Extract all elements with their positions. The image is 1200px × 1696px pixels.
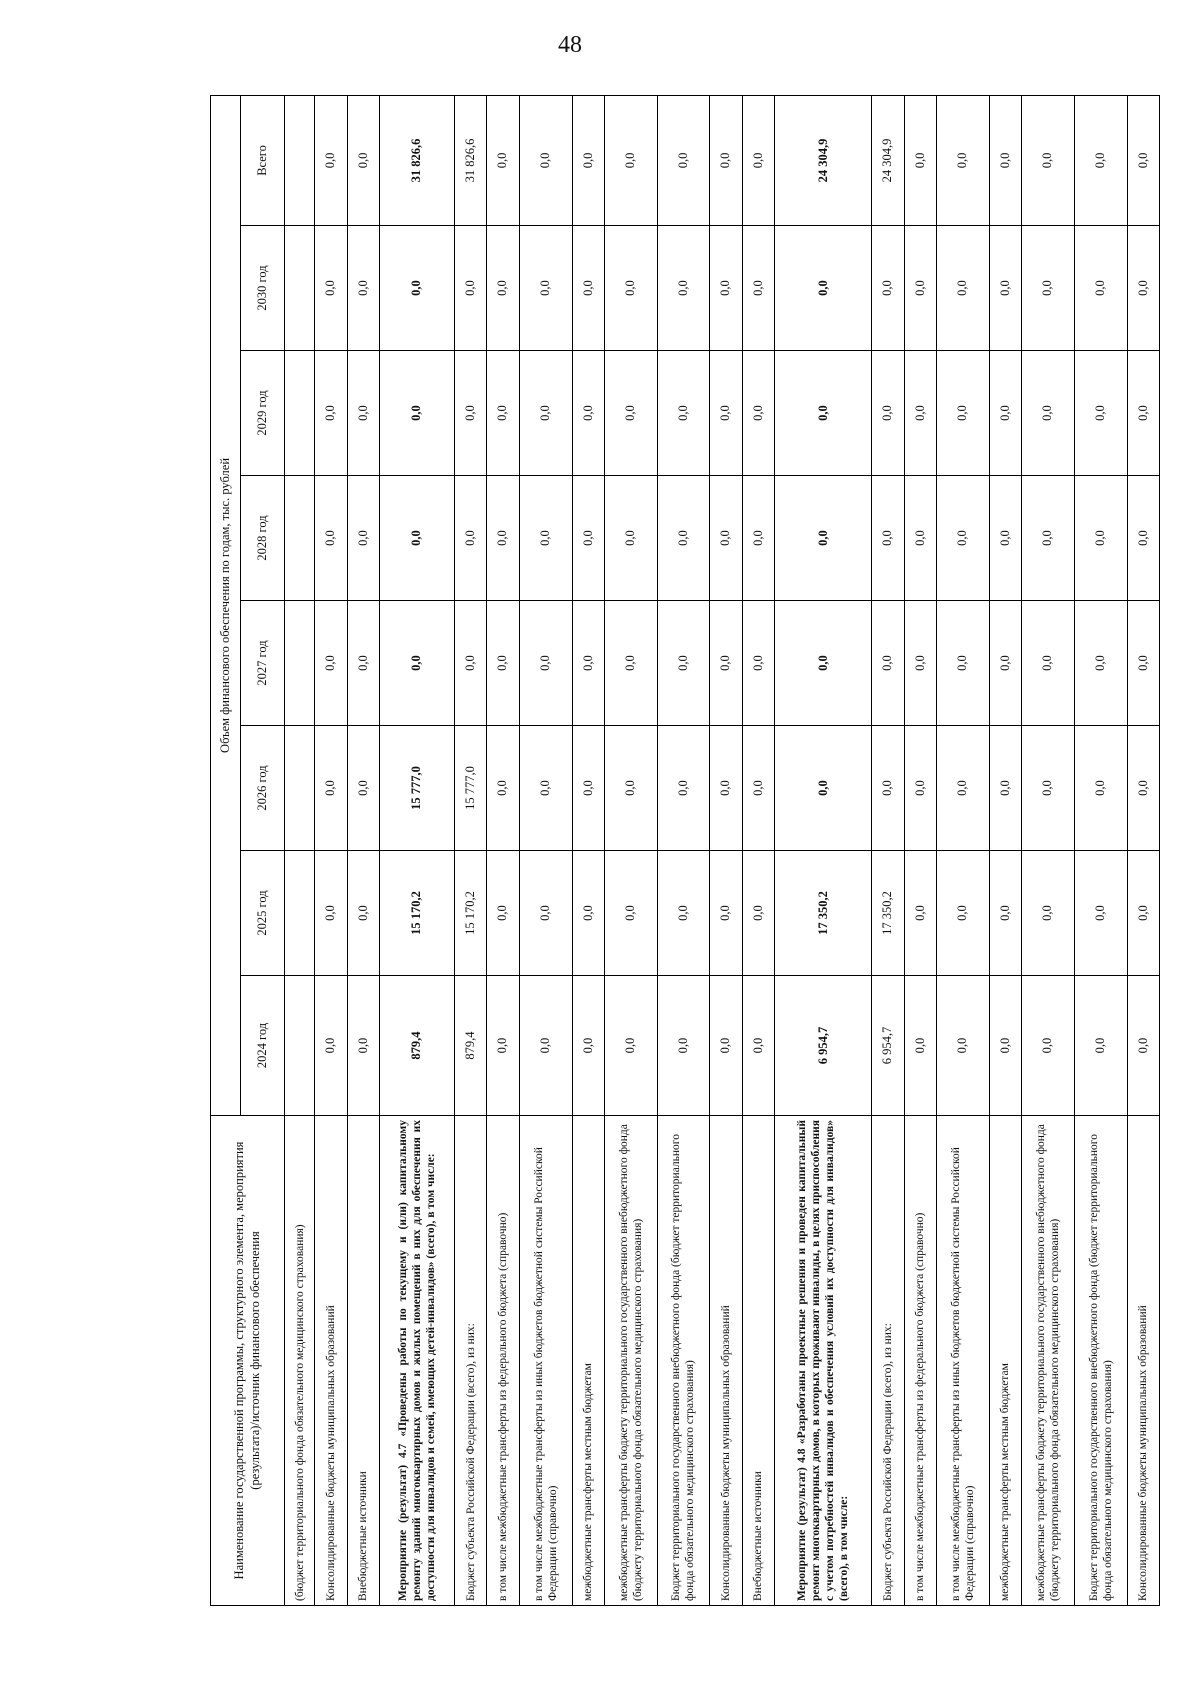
row-value: 6 954,7: [774, 976, 871, 1116]
row-value: 0,0: [487, 726, 519, 851]
row-value: 0,0: [1074, 851, 1127, 976]
row-value: 0,0: [872, 351, 904, 476]
row-value: 0,0: [937, 226, 990, 351]
row-value: 0,0: [1074, 95, 1127, 225]
row-value: 17 350,2: [774, 851, 871, 976]
row-value: 0,0: [1022, 226, 1075, 351]
row-value: 24 304,9: [774, 95, 871, 225]
row-name: в том числе межбюджетные трансферты из федерального бюджета (справочно): [904, 1116, 936, 1606]
row-value: 0,0: [989, 476, 1021, 601]
row-value: 0,0: [1074, 601, 1127, 726]
row-name: в том числе межбюджетные трансферты из иных бюджетов бюджетной системы Российской Федерации (справочно): [937, 1116, 990, 1606]
row-name: Внебюджетные источники: [347, 1116, 379, 1606]
row-value: 0,0: [657, 95, 710, 225]
header-year: 2029 год: [241, 351, 285, 476]
row-value: 0,0: [315, 226, 347, 351]
table-row: [1022, 95, 1075, 1605]
row-value: 0,0: [347, 226, 379, 351]
table-row: [742, 95, 774, 1605]
row-value: 0,0: [710, 351, 742, 476]
row-value: 0,0: [989, 976, 1021, 1116]
table-row: [937, 95, 990, 1605]
row-value: 0,0: [872, 726, 904, 851]
rotated-table-content: [210, 96, 1160, 1606]
row-value: 0,0: [315, 976, 347, 1116]
row-value: 0,0: [1127, 226, 1159, 351]
row-value: 0,0: [1127, 476, 1159, 601]
row-value: 0,0: [710, 476, 742, 601]
row-value: 0,0: [487, 95, 519, 225]
row-value: 0,0: [572, 351, 604, 476]
row-name: Консолидированные бюджеты муниципальных образований: [710, 1116, 742, 1606]
row-value: 0,0: [742, 95, 774, 225]
row-value: 0,0: [519, 976, 572, 1116]
table-row: [872, 95, 904, 1605]
row-value: 0,0: [455, 601, 487, 726]
row-value: 0,0: [657, 851, 710, 976]
row-value: 0,0: [710, 851, 742, 976]
row-name: (бюджет территориального фонда обязательного медицинского страхования): [285, 1116, 315, 1606]
row-value: 15 777,0: [455, 726, 487, 851]
row-value: 0,0: [572, 726, 604, 851]
row-name: Консолидированные бюджеты муниципальных образований: [1127, 1116, 1159, 1606]
row-value: 31 826,6: [380, 95, 455, 225]
row-value: 24 304,9: [872, 95, 904, 225]
row-value: 0,0: [904, 851, 936, 976]
row-value: [285, 601, 315, 726]
row-name: Мероприятие (результат) 4.8 «Разработаны проектные решения и проведен капитальный ремонт многоквартирных домов, в которых проживают инвалиды, в целях приспособления с учетом потребностей инвалидов и обеспечения условий их доступности для инвалидов» (всего), в том числе:: [774, 1116, 871, 1606]
row-value: 0,0: [1022, 726, 1075, 851]
table-header: [211, 95, 285, 1605]
row-value: 0,0: [872, 601, 904, 726]
table-row: [285, 95, 315, 1605]
row-value: 0,0: [1074, 976, 1127, 1116]
row-value: 0,0: [742, 851, 774, 976]
row-value: 0,0: [347, 976, 379, 1116]
table-row: [1127, 95, 1159, 1605]
row-value: 0,0: [657, 226, 710, 351]
row-value: 0,0: [347, 476, 379, 601]
row-value: 0,0: [1127, 601, 1159, 726]
row-value: 15 170,2: [455, 851, 487, 976]
row-value: 0,0: [1074, 726, 1127, 851]
row-value: 0,0: [1074, 226, 1127, 351]
row-name: Мероприятие (результат) 4.7 «Проведены работы по текущему и (или) капитальному ремонту зданий многоквартирных домов и жилых помещений в них для обеспечения их доступности для инвалидов и семей, имеющих детей-инвалидов» (всего), в том числе:: [380, 1116, 455, 1606]
row-value: 0,0: [347, 351, 379, 476]
row-value: 0,0: [487, 851, 519, 976]
row-value: 0,0: [572, 476, 604, 601]
row-value: 0,0: [1127, 851, 1159, 976]
row-value: 0,0: [657, 976, 710, 1116]
row-value: 0,0: [604, 851, 657, 976]
row-value: 0,0: [904, 601, 936, 726]
row-value: 17 350,2: [872, 851, 904, 976]
table-row: [487, 95, 519, 1605]
row-value: 0,0: [657, 726, 710, 851]
row-value: 0,0: [455, 351, 487, 476]
row-name: Бюджет территориального государственного внебюджетного фонда (бюджет территориального фонда обязательного медицинского страхования): [1074, 1116, 1127, 1606]
row-value: 0,0: [347, 851, 379, 976]
table-row: [572, 95, 604, 1605]
row-value: 0,0: [519, 95, 572, 225]
row-value: 0,0: [487, 976, 519, 1116]
row-value: 0,0: [989, 851, 1021, 976]
row-value: [285, 95, 315, 225]
row-value: 0,0: [742, 601, 774, 726]
row-value: 0,0: [380, 351, 455, 476]
row-value: 879,4: [455, 976, 487, 1116]
row-value: 0,0: [1074, 351, 1127, 476]
row-value: 0,0: [710, 976, 742, 1116]
row-value: 0,0: [989, 726, 1021, 851]
row-value: 0,0: [380, 601, 455, 726]
row-value: 0,0: [989, 601, 1021, 726]
page-number: 48: [558, 32, 582, 58]
row-value: 0,0: [604, 226, 657, 351]
row-value: 0,0: [710, 726, 742, 851]
row-value: 0,0: [604, 95, 657, 225]
row-value: 0,0: [742, 976, 774, 1116]
row-value: 0,0: [487, 226, 519, 351]
row-value: 0,0: [1022, 95, 1075, 225]
row-value: 0,0: [315, 95, 347, 225]
row-value: 0,0: [904, 726, 936, 851]
row-value: 0,0: [1022, 851, 1075, 976]
row-value: 0,0: [455, 226, 487, 351]
row-value: 6 954,7: [872, 976, 904, 1116]
row-value: 0,0: [315, 851, 347, 976]
row-value: 0,0: [742, 351, 774, 476]
row-value: 15 777,0: [380, 726, 455, 851]
table-row: [774, 95, 871, 1605]
row-value: 0,0: [380, 476, 455, 601]
row-value: 0,0: [572, 851, 604, 976]
row-value: 0,0: [455, 476, 487, 601]
row-value: 0,0: [347, 726, 379, 851]
row-value: 0,0: [487, 476, 519, 601]
row-name: в том числе межбюджетные трансферты из иных бюджетов бюджетной системы Российской Федерации (справочно): [519, 1116, 572, 1606]
row-value: 0,0: [519, 601, 572, 726]
row-value: 0,0: [937, 351, 990, 476]
row-value: 0,0: [572, 95, 604, 225]
rotated-table-frame: [210, 96, 1160, 1606]
row-value: 0,0: [657, 601, 710, 726]
row-value: 0,0: [519, 476, 572, 601]
row-value: 0,0: [937, 851, 990, 976]
row-value: [285, 851, 315, 976]
table-row: [604, 95, 657, 1605]
row-value: 0,0: [347, 601, 379, 726]
header-year: Всего: [241, 95, 285, 225]
row-value: 0,0: [604, 976, 657, 1116]
row-value: 0,0: [487, 351, 519, 476]
header-year: 2027 год: [241, 601, 285, 726]
row-value: 0,0: [937, 95, 990, 225]
row-value: [285, 726, 315, 851]
row-value: [285, 976, 315, 1116]
row-value: 0,0: [1127, 351, 1159, 476]
row-value: 0,0: [315, 351, 347, 476]
row-value: 0,0: [604, 726, 657, 851]
row-value: [285, 476, 315, 601]
table-row: [1074, 95, 1127, 1605]
row-name: межбюджетные трансферты бюджету территориального государственного внебюджетного фонда (бюджету территориального фонда обязательного медицинского страхования): [1022, 1116, 1075, 1606]
row-value: 0,0: [742, 726, 774, 851]
row-value: 0,0: [315, 726, 347, 851]
row-value: 0,0: [774, 226, 871, 351]
row-value: 0,0: [989, 226, 1021, 351]
row-value: 0,0: [604, 476, 657, 601]
row-name: Бюджет территориального государственного внебюджетного фонда (бюджет территориального фонда обязательного медицинского страхования): [657, 1116, 710, 1606]
row-value: 0,0: [937, 601, 990, 726]
table-row: [657, 95, 710, 1605]
row-value: 0,0: [657, 351, 710, 476]
row-value: 0,0: [872, 226, 904, 351]
row-value: 0,0: [774, 726, 871, 851]
row-value: 0,0: [519, 226, 572, 351]
header-name-column: Наименование государственной программы, структурного элемента, мероприятия (результата)/источник финансового обеспечения: [211, 1116, 285, 1606]
table-row: [347, 95, 379, 1605]
row-value: 0,0: [774, 601, 871, 726]
row-value: 0,0: [904, 476, 936, 601]
table-row: [315, 95, 347, 1605]
financing-table: [210, 95, 1160, 1606]
row-value: 0,0: [347, 95, 379, 225]
row-value: 0,0: [872, 476, 904, 601]
row-value: 0,0: [989, 351, 1021, 476]
row-value: 0,0: [519, 851, 572, 976]
row-value: 0,0: [937, 476, 990, 601]
row-value: 0,0: [742, 476, 774, 601]
row-value: 31 826,6: [455, 95, 487, 225]
header-year: 2026 год: [241, 726, 285, 851]
row-value: [285, 351, 315, 476]
table-row: [989, 95, 1021, 1605]
header-year: 2025 год: [241, 851, 285, 976]
row-name: Внебюджетные источники: [742, 1116, 774, 1606]
row-name: межбюджетные трансферты местным бюджетам: [572, 1116, 604, 1606]
header-year: 2030 год: [241, 226, 285, 351]
row-value: 0,0: [1127, 95, 1159, 225]
row-value: 879,4: [380, 976, 455, 1116]
row-value: 0,0: [519, 726, 572, 851]
row-name: Бюджет субъекта Российской Федерации (всего), из них:: [455, 1116, 487, 1606]
row-name: в том числе межбюджетные трансферты из федерального бюджета (справочно): [487, 1116, 519, 1606]
header-year: 2028 год: [241, 476, 285, 601]
row-value: 0,0: [1127, 976, 1159, 1116]
row-name: межбюджетные трансферты местным бюджетам: [989, 1116, 1021, 1606]
table-row: [710, 95, 742, 1605]
row-value: 0,0: [572, 976, 604, 1116]
row-value: 0,0: [1022, 351, 1075, 476]
table-row: [380, 95, 455, 1605]
row-name: межбюджетные трансферты бюджету территориального государственного внебюджетного фонда (бюджету территориального фонда обязательного медицинского страхования): [604, 1116, 657, 1606]
row-value: 0,0: [519, 351, 572, 476]
row-value: 0,0: [1022, 476, 1075, 601]
row-value: 0,0: [904, 95, 936, 225]
row-value: 0,0: [937, 976, 990, 1116]
row-value: 0,0: [604, 601, 657, 726]
row-value: 15 170,2: [380, 851, 455, 976]
row-value: 0,0: [904, 976, 936, 1116]
row-value: 0,0: [380, 226, 455, 351]
row-value: 0,0: [572, 601, 604, 726]
row-value: 0,0: [904, 226, 936, 351]
row-value: 0,0: [710, 601, 742, 726]
row-value: 0,0: [989, 95, 1021, 225]
row-value: 0,0: [1074, 476, 1127, 601]
row-value: 0,0: [710, 95, 742, 225]
table-row: [904, 95, 936, 1605]
header-year: 2024 год: [241, 976, 285, 1116]
row-value: 0,0: [604, 351, 657, 476]
row-value: 0,0: [710, 226, 742, 351]
row-value: 0,0: [315, 601, 347, 726]
table-row: [519, 95, 572, 1605]
row-name: Консолидированные бюджеты муниципальных образований: [315, 1116, 347, 1606]
header-volume-group: Объем финансового обеспечения по годам, тыс. рублей: [211, 95, 241, 1115]
row-value: 0,0: [657, 476, 710, 601]
table-body: [285, 95, 1160, 1605]
row-name: Бюджет субъекта Российской Федерации (всего), из них:: [872, 1116, 904, 1606]
table-row: [455, 95, 487, 1605]
row-value: 0,0: [904, 351, 936, 476]
row-value: [285, 226, 315, 351]
row-value: 0,0: [937, 726, 990, 851]
row-value: 0,0: [1022, 601, 1075, 726]
row-value: 0,0: [315, 476, 347, 601]
row-value: 0,0: [572, 226, 604, 351]
row-value: 0,0: [774, 351, 871, 476]
row-value: 0,0: [487, 601, 519, 726]
row-value: 0,0: [774, 476, 871, 601]
row-value: 0,0: [1127, 726, 1159, 851]
row-value: 0,0: [742, 226, 774, 351]
row-value: 0,0: [1022, 976, 1075, 1116]
